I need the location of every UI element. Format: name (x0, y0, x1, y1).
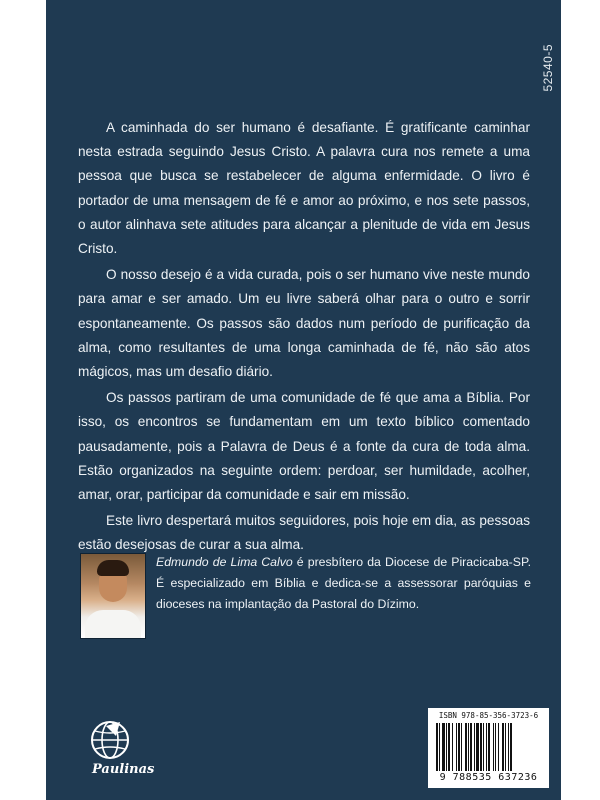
publisher-logo (82, 718, 155, 784)
back-cover (46, 0, 561, 800)
isbn-label: ISBN 978-85-356-3723-6 (438, 711, 539, 720)
author-photo (80, 553, 146, 639)
synopsis-paragraph: Os passos partiram de uma comunidade de fé que ama a Bíblia. Por isso, os encontros se fundamentam em um texto bíblico comentado pausadamente, pois a Palavra de Deus é a fonte da cura de toda alma. Estão organizados na seguinte ordem: perdoar, ser humildade, acolher, amar, orar, participar da comunidade e sair em missão. (78, 390, 530, 503)
synopsis-paragraph: A caminhada do ser humano é desafiante. É gratificante caminhar nesta estrada seguindo Jesus Cristo. A palavra cura nos remete a uma pessoa que busca se restabelecer de alguma enfermidade. O livro é portador de uma mensagem de fé e amor ao próximo, e nos sete passos, o autor alinhava sete atitudes para alcançar a plenitude de vida em Jesus Cristo. (78, 120, 530, 257)
barcode-number: 9 788535 637236 (439, 772, 538, 783)
author-bio-text: é presbítero da Diocese de Piracicaba-SP. É especializado em Bíblia e dedica-se a assessorar paróquias e dioceses na implantação da Pastoral do Dízimo. (156, 555, 531, 611)
barcode-bars (436, 723, 541, 771)
author-name: Edmundo de Lima Calvo (156, 555, 293, 569)
product-code: 52540-5 (541, 44, 555, 92)
synopsis-paragraph: O nosso desejo é a vida curada, pois o ser humano vive neste mundo para amar e ser amado. Um eu livre saberá olhar para o outro e sorrir espontaneamente. Os passos são dados num período de purificação da alma, como resultantes de uma longa caminhada de fé, não são atos mágicos, mas um desafio diário. (78, 267, 530, 380)
synopsis (78, 116, 530, 560)
globe-icon (86, 718, 134, 762)
barcode (428, 708, 549, 788)
author-bio (156, 552, 531, 615)
publisher-name: Paulinas (92, 762, 155, 777)
synopsis-paragraph: Este livro despertará muitos seguidores, pois hoje em dia, as pessoas estão desejosas de curar a sua alma. (78, 513, 530, 553)
